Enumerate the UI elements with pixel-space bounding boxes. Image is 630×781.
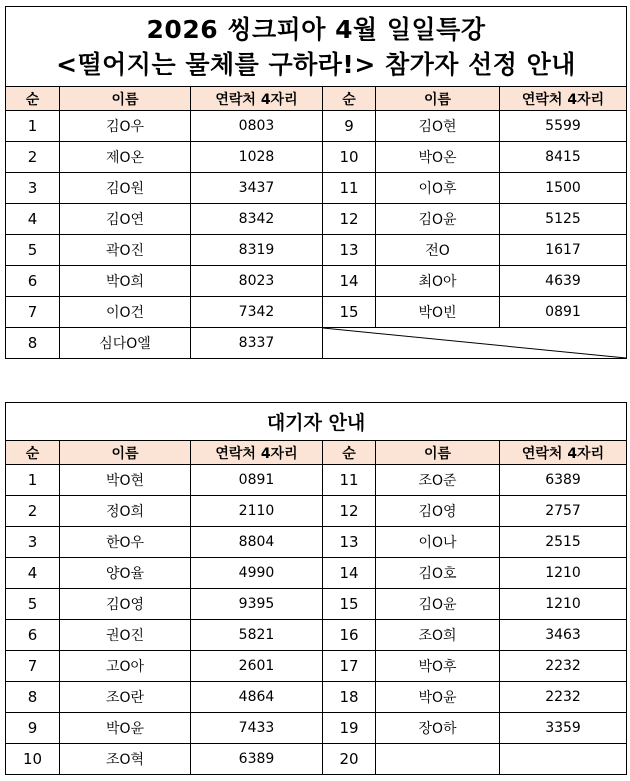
row-number: 6 (6, 620, 60, 651)
header-phone: 연락처 4자리 (500, 87, 627, 111)
row-number: 12 (323, 496, 376, 527)
participant-name: 김O우 (60, 111, 191, 142)
row-number: 11 (323, 173, 376, 204)
phone-last4: 8337 (191, 328, 323, 359)
phone-last4: 3437 (191, 173, 323, 204)
row-number: 15 (323, 297, 376, 328)
table-row (6, 204, 627, 235)
phone-last4: 1210 (500, 589, 627, 620)
header-phone: 연락처 4자리 (500, 441, 627, 465)
header-no: 순 (323, 441, 376, 465)
phone-last4: 4864 (191, 682, 323, 713)
participant-name: 최O아 (376, 266, 500, 297)
phone-last4: 2601 (191, 651, 323, 682)
participant-name: 박O빈 (376, 297, 500, 328)
participant-name: 김O호 (376, 558, 500, 589)
table-row (6, 328, 627, 359)
participant-name: 조O란 (60, 682, 191, 713)
row-number: 7 (6, 297, 60, 328)
participant-name: 박O온 (376, 142, 500, 173)
page-title (6, 7, 627, 87)
header-name: 이름 (60, 87, 191, 111)
phone-last4: 0891 (500, 297, 627, 328)
row-number: 13 (323, 235, 376, 266)
phone-last4: 0891 (191, 465, 323, 496)
table-row (6, 527, 627, 558)
row-number: 3 (6, 527, 60, 558)
participant-name: 김O원 (60, 173, 191, 204)
phone-last4: 1028 (191, 142, 323, 173)
table-header (6, 87, 627, 111)
phone-last4: 7433 (191, 713, 323, 744)
phone-last4: 6389 (191, 744, 323, 775)
phone-last4 (500, 744, 627, 775)
row-number: 5 (6, 589, 60, 620)
phone-last4: 4990 (191, 558, 323, 589)
participant-name: 박O희 (60, 266, 191, 297)
phone-last4: 8342 (191, 204, 323, 235)
row-number: 9 (6, 713, 60, 744)
table-header (6, 441, 627, 465)
row-number: 15 (323, 589, 376, 620)
phone-last4: 8415 (500, 142, 627, 173)
row-number: 1 (6, 465, 60, 496)
row-number: 8 (6, 328, 60, 359)
participant-name: 심다O엘 (60, 328, 191, 359)
row-number: 12 (323, 204, 376, 235)
row-number: 10 (323, 142, 376, 173)
phone-last4: 3359 (500, 713, 627, 744)
participant-name: 박O윤 (60, 713, 191, 744)
participant-name: 김O현 (376, 111, 500, 142)
row-number: 14 (323, 558, 376, 589)
row-number: 10 (6, 744, 60, 775)
phone-last4: 9395 (191, 589, 323, 620)
phone-last4: 5125 (500, 204, 627, 235)
row-number: 2 (6, 142, 60, 173)
participant-name: 권O진 (60, 620, 191, 651)
phone-last4: 7342 (191, 297, 323, 328)
table-row (6, 111, 627, 142)
participant-name: 제O온 (60, 142, 191, 173)
row-number: 13 (323, 527, 376, 558)
header-no: 순 (323, 87, 376, 111)
row-number: 7 (6, 651, 60, 682)
phone-last4: 2515 (500, 527, 627, 558)
header-no: 순 (6, 441, 60, 465)
phone-last4: 0803 (191, 111, 323, 142)
waitlist-table (5, 402, 627, 775)
participant-name: 박O후 (376, 651, 500, 682)
phone-last4: 1210 (500, 558, 627, 589)
participant-name: 조O혁 (60, 744, 191, 775)
participant-name: 박O현 (60, 465, 191, 496)
table-row (6, 620, 627, 651)
header-name: 이름 (376, 87, 500, 111)
participant-name: 김O영 (60, 589, 191, 620)
row-number: 18 (323, 682, 376, 713)
participant-name: 곽O진 (60, 235, 191, 266)
title-line-1: 2026 씽크피아 4월 일일특강 (146, 14, 486, 44)
row-number: 2 (6, 496, 60, 527)
header-name: 이름 (60, 441, 191, 465)
phone-last4: 1500 (500, 173, 627, 204)
participant-name: 전O (376, 235, 500, 266)
row-number: 16 (323, 620, 376, 651)
phone-last4: 5599 (500, 111, 627, 142)
table-row (6, 589, 627, 620)
phone-last4: 5821 (191, 620, 323, 651)
row-number: 6 (6, 266, 60, 297)
participant-name: 김O윤 (376, 589, 500, 620)
row-number: 4 (6, 558, 60, 589)
row-number: 3 (6, 173, 60, 204)
phone-last4: 4639 (500, 266, 627, 297)
row-number: 5 (6, 235, 60, 266)
participant-name: 김O연 (60, 204, 191, 235)
phone-last4: 8319 (191, 235, 323, 266)
table-row (6, 173, 627, 204)
phone-last4: 3463 (500, 620, 627, 651)
phone-last4: 2232 (500, 682, 627, 713)
participant-name (376, 744, 500, 775)
table-row (6, 297, 627, 328)
row-number: 8 (6, 682, 60, 713)
table-row (6, 682, 627, 713)
phone-last4: 2110 (191, 496, 323, 527)
header-phone: 연락처 4자리 (191, 87, 323, 111)
participant-name: 이O나 (376, 527, 500, 558)
participant-name: 김O영 (376, 496, 500, 527)
phone-last4: 1617 (500, 235, 627, 266)
header-no: 순 (6, 87, 60, 111)
header-name: 이름 (376, 441, 500, 465)
table-row (6, 496, 627, 527)
participant-name: 이O후 (376, 173, 500, 204)
phone-last4: 2232 (500, 651, 627, 682)
participant-name: 고O아 (60, 651, 191, 682)
empty-slot-diagonal (323, 328, 627, 359)
table-row (6, 266, 627, 297)
row-number: 20 (323, 744, 376, 775)
table-row (6, 713, 627, 744)
participant-name: 한O우 (60, 527, 191, 558)
participant-name: 장O하 (376, 713, 500, 744)
row-number: 9 (323, 111, 376, 142)
diagonal-line (323, 328, 626, 358)
table-row (6, 465, 627, 496)
table-row (6, 744, 627, 775)
participant-name: 조O준 (376, 465, 500, 496)
table-row (6, 651, 627, 682)
participants-table (5, 6, 627, 359)
participant-name: 김O윤 (376, 204, 500, 235)
phone-last4: 6389 (500, 465, 627, 496)
participant-name: 조O희 (376, 620, 500, 651)
table-row (6, 558, 627, 589)
row-number: 11 (323, 465, 376, 496)
header-phone: 연락처 4자리 (191, 441, 323, 465)
row-number: 17 (323, 651, 376, 682)
row-number: 4 (6, 204, 60, 235)
row-number: 19 (323, 713, 376, 744)
table-row (6, 142, 627, 173)
table-row (6, 235, 627, 266)
participant-name: 박O윤 (376, 682, 500, 713)
participant-name: 정O희 (60, 496, 191, 527)
participant-name: 이O건 (60, 297, 191, 328)
phone-last4: 8804 (191, 527, 323, 558)
waitlist-title: 대기자 안내 (6, 403, 627, 441)
title-line-2: <떨어지는 물체를 구하라!> 참가자 선정 안내 (56, 49, 576, 79)
phone-last4: 2757 (500, 496, 627, 527)
row-number: 14 (323, 266, 376, 297)
row-number: 1 (6, 111, 60, 142)
participant-name: 양O율 (60, 558, 191, 589)
phone-last4: 8023 (191, 266, 323, 297)
